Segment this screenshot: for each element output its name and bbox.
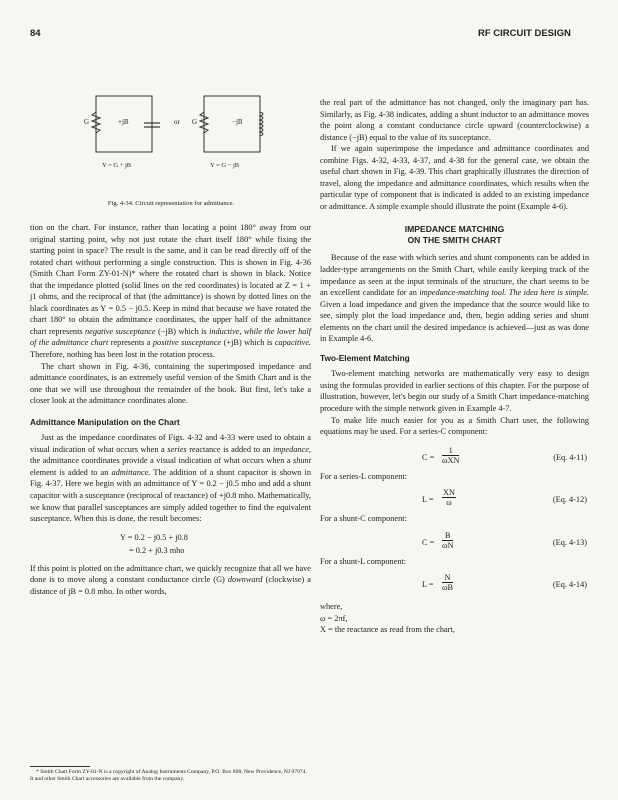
left-paragraph-1: tion on the chart. For instance, rather than locating a point 180° away from our original starting point, why not just rotate the chart itself 180° while fixing the starting point in space? The result is the same, and it can be read directly off of the rotated chart without performing a single construction. This is shown in Fig. 4-36 (Smith Chart Form ZY-01-N)* where the rotated chart is shown in black. Notice that the impedance plotted (solid lines on the red coordinates) is located at Z = 1 + j1 ohms, and the reciprocal of that (the admittance) is shown by dotted lines on the black coordinates as Y = 0.5 − j0.5. Keep in mind that because we have rotated the chart 180° to obtain the admittance coordinates, the upper half of the admittance chart represents negative susceptance (−jB) which is inductive, while the lower half of the admittance chart represents a positive susceptance (+jB) which is capacitive. Therefore, nothing has been lost in the rotation process. <box>30 223 312 360</box>
section-heading-two-element: Two-Element Matching <box>320 352 410 363</box>
equation-4-13: C = $\frac{B}{\omega N}$ (Eq. 4-13) <box>422 530 587 550</box>
section-heading-impedance-matching: IMPEDANCE MATCHING ON THE SMITH CHART <box>404 224 505 246</box>
equation-4-11: C = 1 ωXN (Eq. 4-11) <box>422 445 587 465</box>
section-heading-admittance: Admittance Manipulation on the Chart <box>30 416 180 427</box>
right-paragraph-3: Because of the ease with which series and shunt components can be added in ladder-type arrangements on the Smith Chart, while easily keeping track of the impedance as seen at the input terminals of the structure, the chart seems to be an excellent candidate for an impedance-matching tool. The idea here is simple. Given a load impedance and given the impedance that the source would like to see, simply plot the load impedance and, then, begin adding series and shunt elements on the chart until the desired impedance is achieved—just as was done in Example 4-6. <box>320 253 589 344</box>
equation-4-12: L = $\frac{XN}{\omega}$ (Eq. 4-12) <box>422 488 587 508</box>
inductor-symbol <box>260 112 263 136</box>
page-number: 84 <box>30 28 41 39</box>
label-plus-jb: +jB <box>118 118 129 126</box>
circuit-diagram <box>82 90 294 160</box>
figure-caption: Fig. 4-34. Circuit representation for admittance. <box>107 200 235 207</box>
right-paragraph-2: If we again superimpose the impedance and admittance coordinates and combine Figs. 4-32, 4-33, 4-37, and 4-38 for the general case, we obtain the useful chart shown in Fig. 4-39. This chart graphically illustrates the direction of travel, along the impedance and admittance coordinates, which results when the particular type of component that is indicated is added to an existing impedance or admittance. A simple example should illustrate the point (Example 4-6). <box>320 144 589 211</box>
label-or: or <box>174 118 180 126</box>
left-paragraph-3: Just as the impedance coordinates of Figs. 4-32 and 4-33 were used to obtain a visual indication of what occurs when a series reactance is added to an impedance, the admittance coordinates provide a visual indication of what occurs when a shunt element is added to an admittance. The addition of a shunt capacitor is shown in Fig. 4-37. Here we begin with an admittance of Y = 0.2 − j0.5 mho and add a shunt capacitor with a susceptance (reciprocal of reactance) of +j0.8 mho. Mathematically, we know that parallel susceptances are simply added together to find the equivalent susceptance. When this is done, the result becomes: <box>30 433 312 524</box>
right-paragraph-4: Two-element matching networks are mathematically very easy to design using the formulas provided in earlier sections of this chapter. For the purpose of illustration, however, let's begin our study of a Smith Chart impedance-matching procedure with the simple network given in Example 4-7. <box>320 369 589 414</box>
label-where: where, <box>320 602 343 612</box>
formula-right: Y = G − jB <box>210 162 240 169</box>
label-g-right: G <box>192 118 198 126</box>
footnote: * Smith Chart Form ZY-01-N is a copyright of Analog Instruments Company, P.O. Box 808, New Providence, NJ 07974. It and other Smith Chart accessories are available from the company. <box>30 769 307 782</box>
figure-admittance-circuits <box>82 90 294 190</box>
definition-x: X = the reactance as read from the chart, <box>320 625 455 635</box>
left-column <box>30 222 311 597</box>
right-paragraph-1: the real part of the admittance has not changed, only the imaginary part has. Similarly, as Fig. 4-38 indicates, adding a shunt inductor to an admittance moves the point along a constant conductance circle upward (counterclockwise) a distance (−jB) equal to the value of its susceptance. <box>320 98 589 142</box>
label-shunt-c: For a shunt-C component: <box>320 514 407 524</box>
label-g-left: G <box>84 118 90 126</box>
label-shunt-l: For a shunt-L component: <box>320 556 407 566</box>
equation-4-14: L = $\frac{N}{\omega B}$ (Eq. 4-14) <box>422 573 587 593</box>
left-paragraph-2: The chart shown in Fig. 4-36, containing the superimposed impedance and admittance coordinates, is an extremely useful version of the Smith Chart and is the one that we will use throughout the remainder of the book. But first, let's take a closer look at the admittance coordinates alone. <box>30 361 311 406</box>
right-column <box>320 97 589 636</box>
left-paragraph-4: If this point is plotted on the admittance chart, we quickly recognize that all we have done is to move along a constant conductance circle (G) downward (clockwise) a distance of jB = 0.8 mho. In other words, <box>30 563 311 596</box>
label-series-l: For a series-L component: <box>320 471 408 481</box>
running-title: RF CIRCUIT DESIGN <box>478 28 571 39</box>
definition-omega: ω = 2πf, <box>320 613 348 623</box>
right-paragraph-5: To make life much easier for you as a Smith Chart user, the following equations may be used. For a series-C component: <box>320 415 589 437</box>
label-minus-jb: −jB <box>232 118 243 126</box>
formula-left: Y = G + jB <box>102 162 132 169</box>
footnote-rule <box>30 766 90 767</box>
equation-admittance-sum: Y = 0.2 − j0.5 + j0.8 = 0.2 + j0.3 mho <box>120 532 188 555</box>
